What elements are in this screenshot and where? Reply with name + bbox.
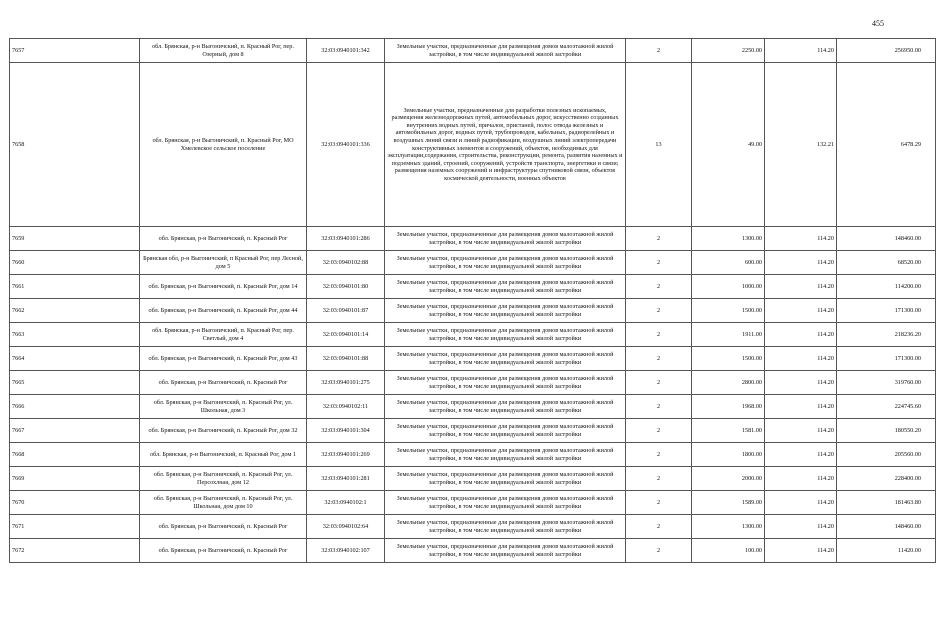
address-cell: обл. Брянская, р-н Выгоничский, п. Красный Рог: [140, 515, 307, 539]
row-number-cell: 7671: [10, 515, 140, 539]
category-code-cell: 2: [626, 251, 692, 275]
address-cell: обл. Брянская, р-н Выгоничский, п. Красный Рог, дом 44: [140, 299, 307, 323]
cadastral-number-cell: 32:03:0940101:286: [307, 227, 385, 251]
area-cell: 2000.00: [692, 467, 765, 491]
permitted-use-cell: Земельные участки, предназначенные для размещения домов малоэтажной жилой застройки, в том числе индивидуальной жилой застройки: [385, 227, 626, 251]
cadastral-value-cell: 228400.00: [837, 467, 936, 491]
area-cell: 1581.00: [692, 419, 765, 443]
permitted-use-cell: Земельные участки, предназначенные для размещения домов малоэтажной жилой застройки, в том числе индивидуальной жилой застройки: [385, 347, 626, 371]
row-number-cell: 7665: [10, 371, 140, 395]
category-code-cell: 2: [626, 323, 692, 347]
cadastral-number-cell: 32:03:0940102:88: [307, 251, 385, 275]
address-cell: обл. Брянская, р-н Выгоничский, п. Красный Рог: [140, 227, 307, 251]
specific-value-cell: 114.20: [765, 491, 837, 515]
row-number-cell: 7658: [10, 63, 140, 227]
cadastral-number-cell: 32:03:0940102:107: [307, 539, 385, 563]
category-code-cell: 2: [626, 395, 692, 419]
table-row: [10, 419, 936, 443]
table-row: [10, 467, 936, 491]
permitted-use-cell: Земельные участки, предназначенные для размещения домов малоэтажной жилой застройки, в том числе индивидуальной жилой застройки: [385, 419, 626, 443]
row-number-cell: 7659: [10, 227, 140, 251]
cadastral-value-cell: 171300.00: [837, 347, 936, 371]
row-number-cell: 7660: [10, 251, 140, 275]
table-row: [10, 491, 936, 515]
specific-value-cell: 114.20: [765, 371, 837, 395]
address-cell: обл. Брянская, р-н Выгоничский, п. Красный Рог, МО Хмелевское сельское поселение: [140, 63, 307, 227]
cadastral-number-cell: 32:03:0940101:336: [307, 63, 385, 227]
cadastral-value-cell: 218236.20: [837, 323, 936, 347]
table-row: [10, 63, 936, 227]
cadastral-value-cell: 6478.29: [837, 63, 936, 227]
cadastral-value-cell: 148460.00: [837, 227, 936, 251]
table-row: [10, 39, 936, 63]
category-code-cell: 2: [626, 275, 692, 299]
cadastral-number-cell: 32:03:0940101:80: [307, 275, 385, 299]
permitted-use-cell: Земельные участки, предназначенные для размещения домов малоэтажной жилой застройки, в том числе индивидуальной жилой застройки: [385, 251, 626, 275]
row-number-cell: 7664: [10, 347, 140, 371]
specific-value-cell: 114.20: [765, 251, 837, 275]
area-cell: 1500.00: [692, 347, 765, 371]
area-cell: 1500.00: [692, 299, 765, 323]
cadastral-value-cell: 180550.20: [837, 419, 936, 443]
table-row: [10, 371, 936, 395]
category-code-cell: 2: [626, 467, 692, 491]
permitted-use-cell: Земельные участки, предназначенные для размещения домов малоэтажной жилой застройки, в том числе индивидуальной жилой застройки: [385, 275, 626, 299]
row-number-cell: 7670: [10, 491, 140, 515]
permitted-use-cell: Земельные участки, предназначенные для размещения домов малоэтажной жилой застройки, в том числе индивидуальной жилой застройки: [385, 395, 626, 419]
cadastral-number-cell: 32:03:0940102:64: [307, 515, 385, 539]
cadastral-value-cell: 114200.00: [837, 275, 936, 299]
permitted-use-cell: Земельные участки, предназначенные для размещения домов малоэтажной жилой застройки, в том числе индивидуальной жилой застройки: [385, 491, 626, 515]
permitted-use-cell: Земельные участки, предназначенные для размещения домов малоэтажной жилой застройки, в том числе индивидуальной жилой застройки: [385, 539, 626, 563]
specific-value-cell: 132.21: [765, 63, 837, 227]
cadastral-number-cell: 32:03:0940101:14: [307, 323, 385, 347]
permitted-use-cell: Земельные участки, предназначенные для размещения домов малоэтажной жилой застройки, в том числе индивидуальной жилой застройки: [385, 299, 626, 323]
category-code-cell: 2: [626, 443, 692, 467]
address-cell: обл. Брянская, р-н Выгоничский, п. Красный Рог, пер. Светлый, дом 4: [140, 323, 307, 347]
table-row: [10, 395, 936, 419]
table-row: [10, 299, 936, 323]
address-cell: Брянская обл, р-н Выгоничский, п Красный Рог, пер Лесной, дом 5: [140, 251, 307, 275]
table-row: [10, 539, 936, 563]
cadastral-value-cell: 148460.00: [837, 515, 936, 539]
cadastral-number-cell: 32:03:0940101:88: [307, 347, 385, 371]
row-number-cell: 7663: [10, 323, 140, 347]
specific-value-cell: 114.20: [765, 467, 837, 491]
address-cell: обл. Брянская, р-н Выгоничский, п. Красный Рог, ул. Школьная, дом 3: [140, 395, 307, 419]
cadastral-number-cell: 32:03:0940101:87: [307, 299, 385, 323]
category-code-cell: 2: [626, 39, 692, 63]
row-number-cell: 7667: [10, 419, 140, 443]
row-number-cell: 7666: [10, 395, 140, 419]
cadastral-number-cell: 32:03:0940101:275: [307, 371, 385, 395]
cadastral-value-cell: 68520.00: [837, 251, 936, 275]
specific-value-cell: 114.20: [765, 539, 837, 563]
category-code-cell: 2: [626, 515, 692, 539]
address-cell: обл. Брянская, р-н Выгоничский, п. Красный Рог, дом 43: [140, 347, 307, 371]
table-row: [10, 323, 936, 347]
cadastral-number-cell: 32:03:0940102:1: [307, 491, 385, 515]
area-cell: 49.00: [692, 63, 765, 227]
land-register-table: [9, 38, 936, 563]
table-row: [10, 275, 936, 299]
row-number-cell: 7668: [10, 443, 140, 467]
cadastral-number-cell: 32:03:0940101:304: [307, 419, 385, 443]
cadastral-value-cell: 224745.60: [837, 395, 936, 419]
address-cell: обл. Брянская, р-н Выгоничский, п. Красный Рог, дом 14: [140, 275, 307, 299]
address-cell: обл. Брянская, р-н Выгоничский, п. Красный Рог, ул. Школьная, дом дом 10: [140, 491, 307, 515]
cadastral-number-cell: 32:03:0940101:342: [307, 39, 385, 63]
permitted-use-cell: Земельные участки, предназначенные для размещения домов малоэтажной жилой застройки, в том числе индивидуальной жилой застройки: [385, 443, 626, 467]
area-cell: 2250.00: [692, 39, 765, 63]
cadastral-value-cell: 256950.00: [837, 39, 936, 63]
table-body: [10, 39, 936, 563]
specific-value-cell: 114.20: [765, 419, 837, 443]
area-cell: 1800.00: [692, 443, 765, 467]
cadastral-number-cell: 32:03:0940101:281: [307, 467, 385, 491]
cadastral-value-cell: 11420.00: [837, 539, 936, 563]
specific-value-cell: 114.20: [765, 299, 837, 323]
cadastral-value-cell: 171300.00: [837, 299, 936, 323]
permitted-use-cell: Земельные участки, предназначенные для размещения домов малоэтажной жилой застройки, в том числе индивидуальной жилой застройки: [385, 39, 626, 63]
address-cell: обл. Брянская, р-н Выгоничский, п. Красный Рог, дом 32: [140, 419, 307, 443]
row-number-cell: 7672: [10, 539, 140, 563]
specific-value-cell: 114.20: [765, 347, 837, 371]
cadastral-number-cell: 32:03:0940102:11: [307, 395, 385, 419]
row-number-cell: 7662: [10, 299, 140, 323]
address-cell: обл. Брянская, р-н Выгоничский, п. Красный Рог, пер. Озерный, дом 8: [140, 39, 307, 63]
row-number-cell: 7669: [10, 467, 140, 491]
area-cell: 2800.00: [692, 371, 765, 395]
area-cell: 1000.00: [692, 275, 765, 299]
table-row: [10, 227, 936, 251]
permitted-use-cell: Земельные участки, предназначенные для размещения домов малоэтажной жилой застройки, в том числе индивидуальной жилой застройки: [385, 371, 626, 395]
address-cell: обл. Брянская, р-н Выгоничский, п. Красный Рог: [140, 371, 307, 395]
category-code-cell: 2: [626, 299, 692, 323]
permitted-use-cell: Земельные участки, предназначенные для размещения домов малоэтажной жилой застройки, в том числе индивидуальной жилой застройки: [385, 467, 626, 491]
specific-value-cell: 114.20: [765, 275, 837, 299]
specific-value-cell: 114.20: [765, 515, 837, 539]
category-code-cell: 2: [626, 419, 692, 443]
category-code-cell: 2: [626, 371, 692, 395]
address-cell: обл. Брянская, р-н Выгоничский, п. Красный Рог, дом 1: [140, 443, 307, 467]
area-cell: 1911.00: [692, 323, 765, 347]
cadastral-number-cell: 32:03:0940101:269: [307, 443, 385, 467]
permitted-use-cell: Земельные участки, предназначенные для размещения домов малоэтажной жилой застройки, в том числе индивидуальной жилой застройки: [385, 515, 626, 539]
permitted-use-cell: Земельные участки, предназначенные для размещения домов малоэтажной жилой застройки, в том числе индивидуальной жилой застройки: [385, 323, 626, 347]
table-row: [10, 515, 936, 539]
cadastral-value-cell: 319760.00: [837, 371, 936, 395]
specific-value-cell: 114.20: [765, 443, 837, 467]
specific-value-cell: 114.20: [765, 39, 837, 63]
row-number-cell: 7661: [10, 275, 140, 299]
specific-value-cell: 114.20: [765, 227, 837, 251]
category-code-cell: 13: [626, 63, 692, 227]
address-cell: обл. Брянская, р-н Выгоничский, п. Красный Рог, ул. Персохлная, дом 12: [140, 467, 307, 491]
area-cell: 1968.00: [692, 395, 765, 419]
area-cell: 1300.00: [692, 515, 765, 539]
row-number-cell: 7657: [10, 39, 140, 63]
table-row: [10, 443, 936, 467]
area-cell: 100.00: [692, 539, 765, 563]
specific-value-cell: 114.20: [765, 323, 837, 347]
cadastral-value-cell: 205560.00: [837, 443, 936, 467]
category-code-cell: 2: [626, 539, 692, 563]
specific-value-cell: 114.20: [765, 395, 837, 419]
category-code-cell: 2: [626, 227, 692, 251]
table-row: [10, 347, 936, 371]
permitted-use-cell: Земельные участки, предназначенные для разработки полезных ископаемых, размещения железнодорожных путей, автомобильных дорог, искусственно созданных внутренних водных путей, причалов, пристаней, полос отвода железных и автомобильных дорог, водных путей, трубопроводов, кабельных, радиорелейных и воздушных линий связи и линий радиофикации, воздушных линий электропередачи конструктивных элементов и сооружений, объектов, необходимых для эксплуатации,содержания, строительства, реконструкции, ремонта, развития наземных и подземных зданий, строений, сооружений, устройств транспорта, энергетики и связи; размещения наземных сооружений и инфраструктуры спутниковой связи, объектов космической деятельности, военных объектов: [385, 63, 626, 227]
cadastral-value-cell: 181463.80: [837, 491, 936, 515]
area-cell: 600.00: [692, 251, 765, 275]
table-row: [10, 251, 936, 275]
area-cell: 1300.00: [692, 227, 765, 251]
category-code-cell: 2: [626, 491, 692, 515]
category-code-cell: 2: [626, 347, 692, 371]
page-number: 455: [872, 19, 884, 28]
area-cell: 1589.00: [692, 491, 765, 515]
address-cell: обл. Брянская, р-н Выгоничский, п. Красный Рог: [140, 539, 307, 563]
